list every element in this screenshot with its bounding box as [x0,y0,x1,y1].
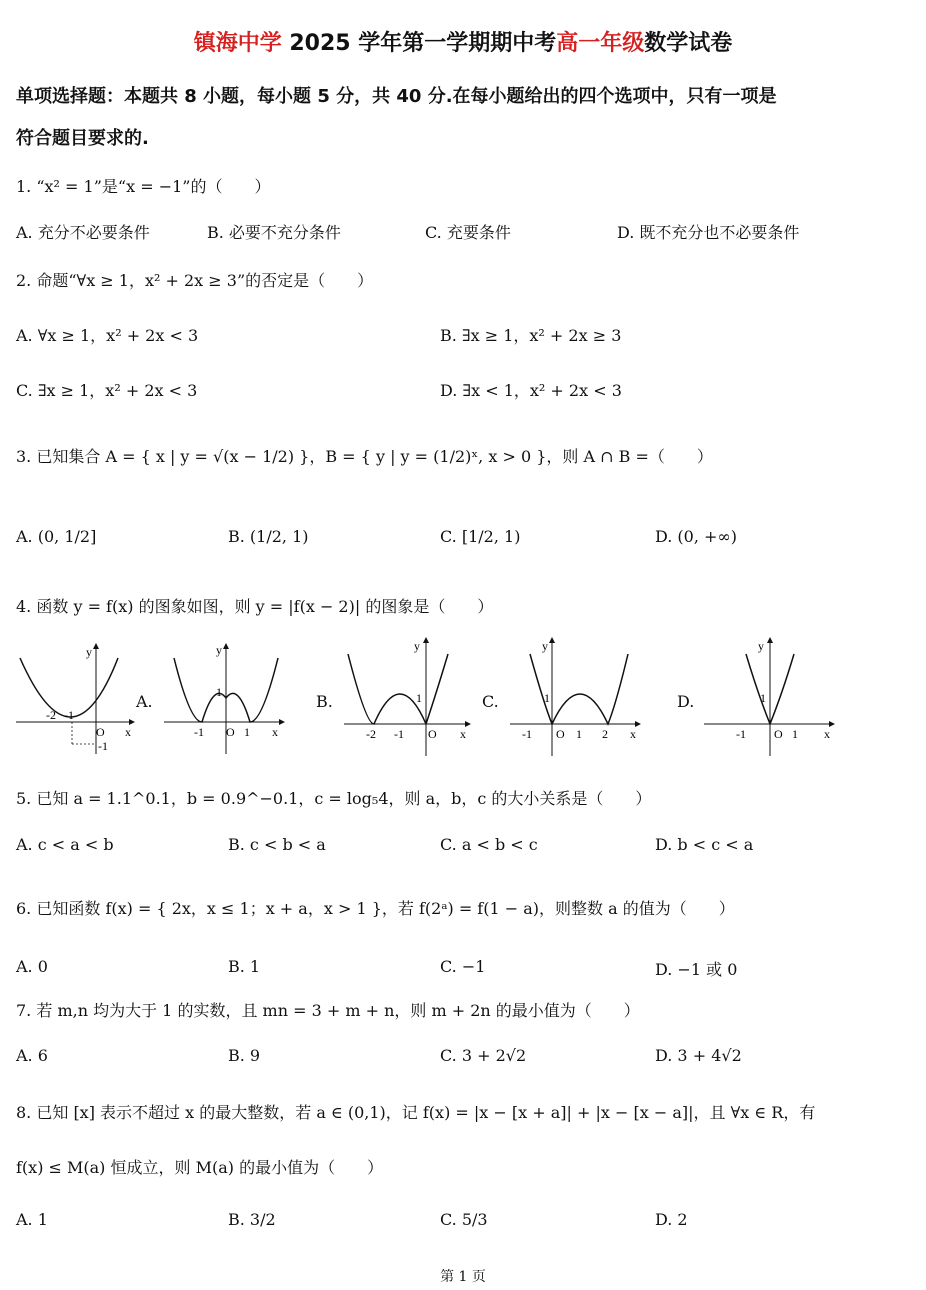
q7-option-d: D. 3 + 4√2 [655,1046,742,1065]
graph-option-a [160,638,290,758]
tick-neg1: -1 [64,708,74,722]
tick-neg1: -1 [522,727,532,741]
q8-option-b: B. 3/2 [228,1210,276,1229]
title-term: 2025 学年第一学期期中考 [281,31,557,56]
question-2-stem: 2. 命题“∀x ≥ 1，x² + 2x ≥ 3”的否定是（ ） [16,271,374,290]
q8-option-a: A. 1 [16,1210,48,1229]
question-7-stem: 7. 若 m,n 均为大于 1 的实数，且 mn = 3 + m + n，则 m + 2n 的最小值为（ ） [16,1001,640,1020]
title-grade: 高一年级 [556,31,645,56]
q5-option-a: A. c < a < b [16,835,114,854]
q3-option-b: B. (1/2, 1) [228,527,309,546]
tick-neg1: -1 [194,725,204,739]
tick-1: 1 [576,727,582,741]
question-6-stem: 6. 已知函数 f(x) = { 2x，x ≤ 1；x + a，x > 1 }，若 f(2ᵃ) = f(1 − a)，则整数 a 的值为（ ） [16,899,735,918]
axis-label-y: y [216,643,222,657]
q2-option-b: B. ∃x ≥ 1，x² + 2x ≥ 3 [440,326,622,345]
axis-label-y: y [542,639,548,653]
tick-1-y: 1 [416,691,422,705]
tick-1-y: 1 [216,685,222,699]
tick-neg2: -2 [46,708,56,722]
q8-option-c: C. 5/3 [440,1210,488,1229]
title-subject: 数学试卷 [644,31,733,56]
graph-original [10,638,140,758]
q6-option-d: D. −1 或 0 [655,960,738,979]
axis-label-y: y [86,645,92,659]
q3-option-d: D. (0, +∞) [655,527,737,546]
page-number: 第 1 页 [440,1269,486,1285]
q3-option-c: C. [1/2, 1) [440,527,521,546]
q7-option-c: C. 3 + 2√2 [440,1046,527,1065]
q5-option-b: B. c < b < a [228,835,326,854]
tick-1: 1 [244,725,250,739]
graph-option-c [506,634,646,758]
tick-1: 1 [792,727,798,741]
tick-neg1: -1 [394,727,404,741]
axis-label-x: x [630,727,636,741]
q3-option-a: A. (0, 1/2] [16,527,97,546]
q1-option-b: B. 必要不充分条件 [207,223,341,242]
tick-neg2: -2 [366,727,376,741]
tick-2: 2 [602,727,608,741]
q6-option-a: A. 0 [16,957,48,976]
axis-label-x: x [460,727,466,741]
origin-label: O [226,725,235,739]
question-3-stem: 3. 已知集合 A = { x | y = √(x − 1/2) }，B = { y | y = (1/2)ˣ, x > 0 }，则 A ∩ B =（ ） [16,447,713,466]
origin-label: O [428,727,437,741]
q7-option-b: B. 9 [228,1046,261,1065]
q1-option-a: A. 充分不必要条件 [16,223,150,242]
question-5-stem: 5. 已知 a = 1.1^0.1，b = 0.9^−0.1，c = log₅4，则 a，b，c 的大小关系是（ ） [16,789,652,808]
question-8-stem: 8. 已知 [x] 表示不超过 x 的最大整数，若 a ∈ (0,1)，记 f(x) = |x − [x + a]| + |x − [x − a]|，且 ∀x ∈ R，有 [16,1103,816,1122]
question-1-stem: 1. “x² = 1”是“x = −1”的（ ） [16,177,271,196]
axis-label-y: y [414,639,420,653]
q5-option-c: C. a < b < c [440,835,538,854]
q1-option-d: D. 既不充分也不必要条件 [617,223,800,242]
q4-option-a: A. [136,692,153,711]
title-school: 镇海中学 [193,31,282,56]
q4-option-d: D. [677,692,695,711]
q4-option-b: B. [316,692,333,711]
graph-option-d [700,634,840,758]
axis-label-x: x [824,727,830,741]
question-8-stem-line2: f(x) ≤ M(a) 恒成立，则 M(a) 的最小值为（ ） [16,1158,384,1177]
q2-option-d: D. ∃x < 1，x² + 2x < 3 [440,381,622,400]
axis-label-x: x [272,725,278,739]
tick-neg1-y: -1 [98,739,108,753]
section-header-line1: 单项选择题：本题共 8 小题，每小题 5 分，共 40 分.在每小题给出的四个选项中，只有一项是 [16,86,777,107]
q2-option-c: C. ∃x ≥ 1，x² + 2x < 3 [16,381,198,400]
origin-label: O [96,725,105,739]
origin-label: O [774,727,783,741]
q8-option-d: D. 2 [655,1210,688,1229]
q2-option-a: A. ∀x ≥ 1，x² + 2x < 3 [16,326,199,345]
page-title [0,26,926,57]
q6-option-c: C. −1 [440,957,486,976]
q5-option-d: D. b < c < a [655,835,754,854]
axis-label-x: x [125,725,131,739]
q4-option-c: C. [482,692,499,711]
q1-option-c: C. 充要条件 [425,223,511,242]
graph-option-b [340,634,475,758]
origin-label: O [556,727,565,741]
q7-option-a: A. 6 [16,1046,48,1065]
tick-1-y: 1 [760,691,766,705]
q6-option-b: B. 1 [228,957,261,976]
tick-neg1: -1 [736,727,746,741]
tick-1-y: 1 [544,691,550,705]
question-4-stem: 4. 函数 y = f(x) 的图象如图，则 y = |f(x − 2)| 的图象是（ ） [16,597,494,616]
section-header-line2: 符合题目要求的. [16,128,149,149]
axis-label-y: y [758,639,764,653]
